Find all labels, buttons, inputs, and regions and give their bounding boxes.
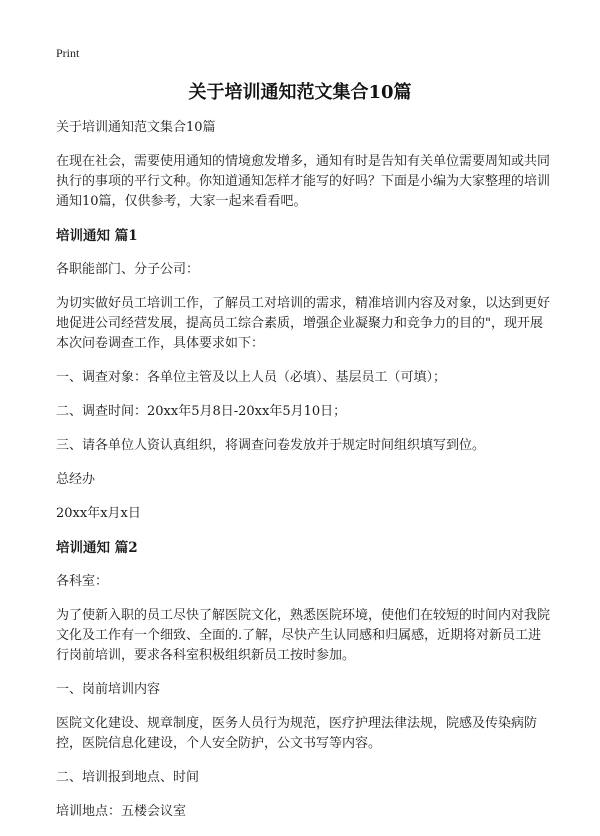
paragraph: 各科室：: [56, 574, 109, 589]
date: 20xx年x月x日: [56, 506, 141, 521]
list-item: 三、请各单位人资认真组织，将调查问卷发放并于规定时间组织填写到位。: [56, 438, 486, 453]
paragraph: 医院文化建设、规章制度，医务人员行为规范，医疗护理法律法规，院感及传染病防控，医院信息化建设，个人安全防护，公文书写等内容。: [56, 716, 538, 751]
paragraph: 各职能部门、分子公司：: [56, 262, 200, 277]
section-heading-1: 培训通知 篇1: [56, 228, 138, 244]
paragraph: 为切实做好员工培训工作，了解员工对培训的需求，精准培训内容及对象，以达到更好地促进公司经营发展，提高员工综合素质，增强企业凝聚力和竞争力的目的"，现开展本次问卷调查工作，具体要求如下：: [56, 296, 551, 351]
list-item: 二、调查时间：20xx年5月8日-20xx年5月10日；: [56, 404, 347, 419]
list-item: 二、培训报到地点、时间: [56, 770, 200, 785]
document-subtitle: 关于培训通知范文集合10篇: [56, 120, 216, 135]
paragraph: 为了使新入职的员工尽快了解医院文化，熟悉医院环境，使他们在较短的时间内对我院文化及工作有一个细致、全面的.了解，尽快产生认同感和归属感，近期将对新员工进行岗前培训，要求各科室积极组织新员工按时参加。: [56, 608, 551, 663]
list-item: 一、岗前培训内容: [56, 682, 161, 697]
intro-paragraph: 在现在社会，需要使用通知的情境愈发增多，通知有时是告知有关单位需要周知或共同执行的事项的平行文种。你知道通知怎样才能写的好吗？下面是小编为大家整理的培训通知10篇，仅供参考，大家一起来看看吧。: [56, 154, 551, 209]
paragraph: 培训地点：五楼会议室: [56, 804, 187, 819]
page-title: 关于培训通知范文集合10篇: [188, 82, 412, 103]
print-link[interactable]: Print: [56, 46, 80, 60]
document-body: [56, 118, 550, 836]
list-item: 一、调查对象：各单位主管及以上人员（必填）、基层员工（可填）；: [56, 370, 447, 385]
section-heading-2: 培训通知 篇2: [56, 540, 138, 556]
signature: 总经办: [56, 472, 96, 487]
